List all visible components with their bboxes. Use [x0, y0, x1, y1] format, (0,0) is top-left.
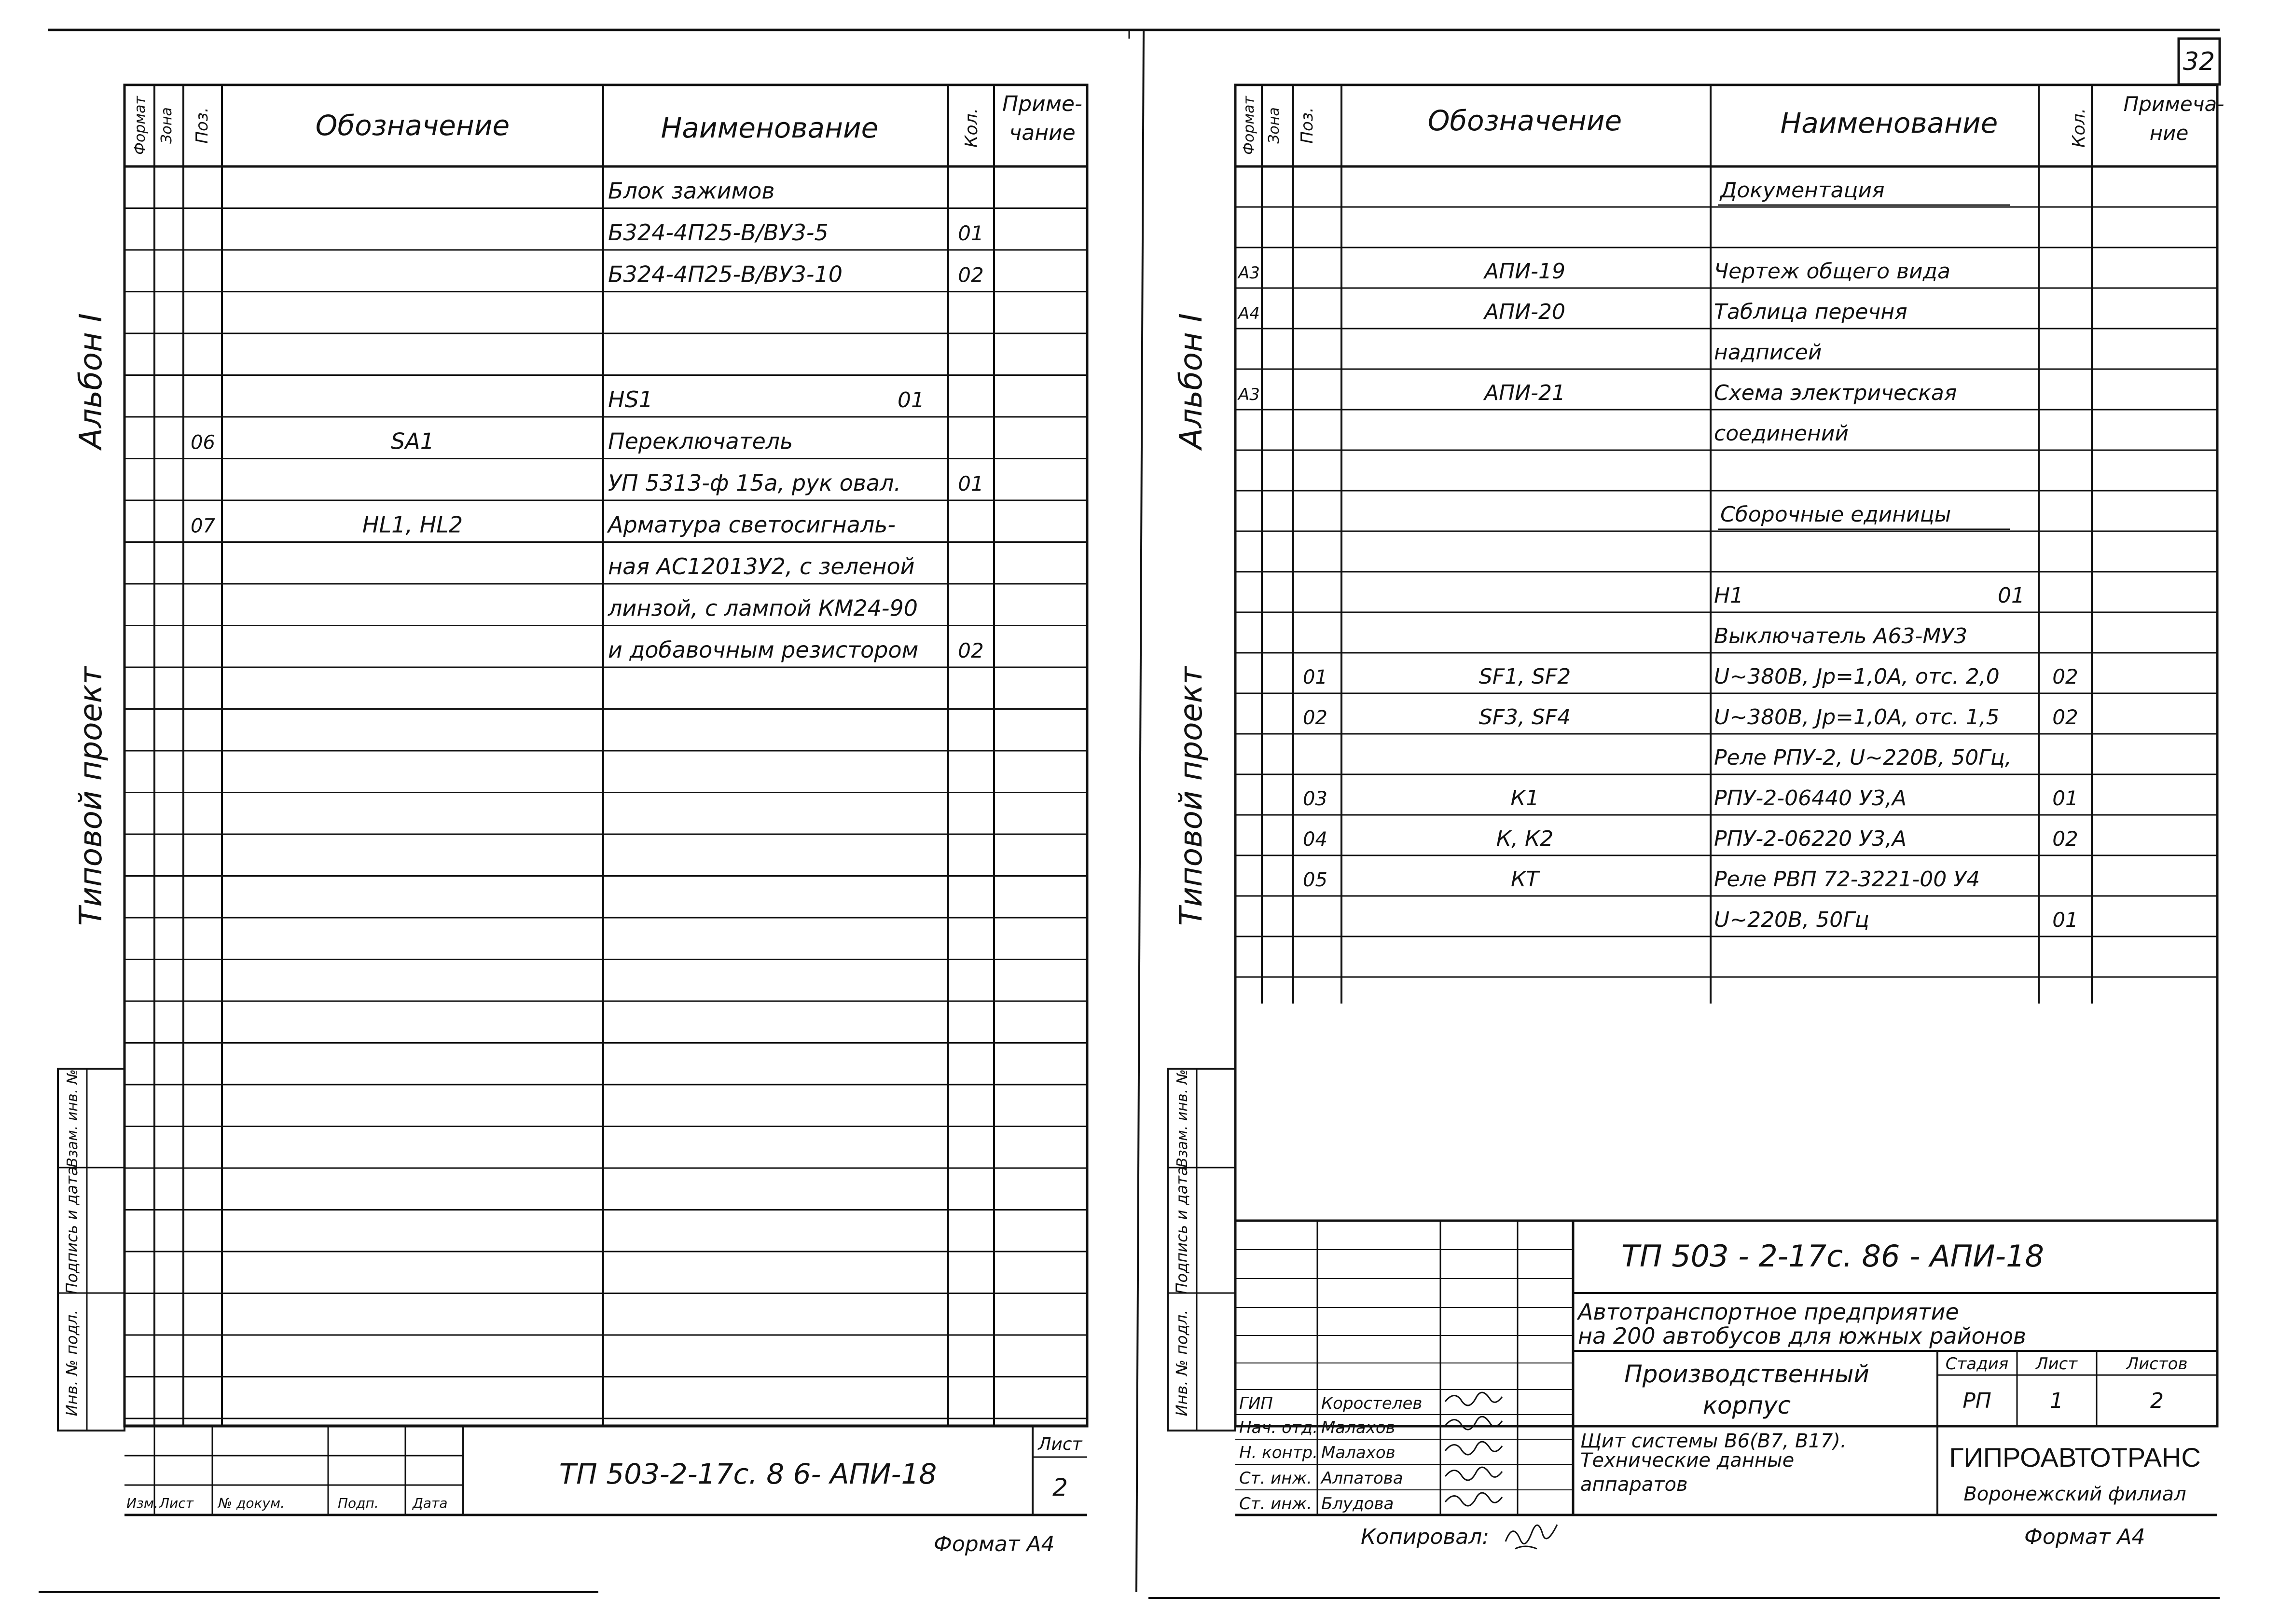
right-row-format: А3: [1238, 385, 1260, 404]
left-tb-col-izm: Изм.: [126, 1495, 158, 1511]
signature-name: Малахов: [1321, 1443, 1396, 1462]
right-row-pos: 05: [1303, 869, 1327, 891]
signature-scribble: [1445, 1417, 1502, 1430]
left-tb-col-list: Лист: [159, 1495, 193, 1511]
left-header-format: Формат: [132, 96, 149, 155]
right-copied-label: Копировал:: [1361, 1525, 1490, 1549]
signature-scribble: [1445, 1493, 1502, 1506]
left-row-pos: 06: [191, 431, 215, 454]
left-row-name: Переключатель: [608, 428, 793, 454]
left-format-note: Формат А4: [934, 1532, 1055, 1556]
left-row-name-right: 01: [898, 388, 925, 413]
right-row-name: надписей: [1714, 340, 1822, 365]
signature-role: Нач. отд.: [1239, 1418, 1318, 1437]
right-row-name: РПУ-2-06440 У3,А: [1714, 786, 1907, 811]
left-tb-col-doc: № докум.: [218, 1495, 285, 1511]
right-tb-stage-label: Стадия: [1945, 1354, 2009, 1374]
right-row-pos: 01: [1303, 666, 1327, 688]
right-tb-sheet-no: 1: [2050, 1389, 2063, 1413]
left-side-stamp: [58, 1069, 124, 1431]
signature-role: Ст. инж.: [1239, 1494, 1312, 1514]
right-tb-drawing-2: Технические данные: [1580, 1449, 1795, 1472]
left-header-pos: Поз.: [193, 107, 212, 144]
signature-name: Блудова: [1321, 1494, 1394, 1514]
page-number: 32: [2183, 47, 2215, 76]
left-row-name: Б324-4П25-В/ВУ3-10: [608, 261, 843, 288]
right-row-format: А4: [1238, 304, 1260, 323]
right-tb-project-1: Автотранспортное предприятие: [1578, 1299, 1959, 1325]
left-stamp-vzam: Взам. инв. №: [64, 1069, 81, 1168]
left-table-grid: [124, 85, 1087, 1426]
signature-name: Коростелев: [1321, 1394, 1423, 1413]
right-row-name: Документация: [1720, 178, 1885, 203]
right-format-note: Формат А4: [2024, 1525, 2145, 1549]
right-row-pos: 04: [1303, 828, 1327, 851]
right-row-name: Сборочные единицы: [1720, 502, 1951, 527]
right-album-label: Альбон I: [1174, 313, 1209, 450]
right-row-name: соединений: [1714, 421, 1849, 446]
signature-name: Алпатова: [1321, 1469, 1403, 1488]
right-tb-drawing-1: Щит системы В6(В7, В17).: [1580, 1430, 1847, 1452]
right-row-name: Выключатель А63-МУ3: [1714, 624, 1968, 648]
right-header-pos: Поз.: [1298, 107, 1317, 144]
right-row-name: U~380В, Jр=1,0А, отс. 1,5: [1714, 705, 2000, 729]
right-row-qty: 01: [2052, 908, 2078, 932]
signature-scribble: [1445, 1467, 1502, 1480]
right-tb-org-2: Воронежский филиал: [1963, 1483, 2186, 1505]
left-stamp-sign: Подпись и дата: [63, 1166, 81, 1294]
left-header-name: Наименование: [661, 111, 879, 144]
signature-name: Малахов: [1321, 1418, 1396, 1437]
right-tb-drawing-3: аппаратов: [1580, 1473, 1688, 1496]
left-row-qty: 01: [958, 221, 984, 245]
right-title-block: [1235, 1221, 2217, 1515]
right-header-format: Формат: [1241, 96, 1257, 155]
right-tb-code: ТП 503 - 2-17с. 86 - АПИ-18: [1621, 1239, 2044, 1274]
left-row-qty: 02: [958, 639, 984, 662]
right-row-name: Схема электрическая: [1714, 381, 1957, 405]
right-tb-sheets-total: 2: [2150, 1389, 2164, 1413]
left-row-qty: 01: [958, 472, 984, 495]
signature-role: Н. контр.: [1239, 1443, 1318, 1462]
left-header-note-1: Приме-: [1002, 92, 1082, 116]
left-header-note-2: чание: [1009, 121, 1076, 145]
right-tb-stage: РП: [1962, 1389, 1991, 1413]
right-row-qty: 02: [2052, 705, 2078, 729]
right-row-designation: АПИ-21: [1484, 381, 1565, 405]
right-header-name: Наименование: [1780, 107, 1998, 139]
left-row-name: и добавочным резистором: [608, 637, 919, 663]
left-tb-sheet-label: Лист: [1038, 1434, 1082, 1454]
left-row-pos: 07: [191, 515, 215, 537]
left-row-designation: SA1: [391, 428, 434, 454]
left-tb-col-sign: Подп.: [338, 1495, 379, 1511]
right-row-name: Н1: [1714, 583, 1744, 608]
left-row-name: УП 5313-ф 15а, рук овал.: [608, 470, 901, 496]
left-header-zone: Зона: [158, 107, 175, 144]
right-tb-object-2: корпус: [1702, 1391, 1791, 1419]
copied-signature: [1506, 1525, 1557, 1549]
left-tb-sheet-no: 2: [1052, 1473, 1068, 1501]
left-row-name: HS1: [608, 386, 653, 413]
left-row-designation: HL1, HL2: [362, 511, 463, 538]
right-row-name: Чертеж общего вида: [1714, 259, 1950, 284]
right-header-note-1: Примеча-: [2123, 92, 2225, 116]
right-row-designation: SF1, SF2: [1479, 664, 1571, 689]
right-row-format: А3: [1238, 263, 1260, 283]
right-header-qty: Кол.: [2069, 108, 2089, 148]
right-project-label: Типовой проект: [1174, 666, 1209, 926]
right-table-rows: [1237, 178, 2078, 932]
right-row-designation: К1: [1510, 786, 1539, 811]
right-stamp-vzam: Взам. инв. №: [1174, 1069, 1191, 1168]
right-header-zone: Зона: [1266, 107, 1283, 144]
right-row-name-right: 01: [1998, 583, 2025, 608]
left-row-name: ная АС12013У2, с зеленой: [608, 553, 915, 579]
right-tb-sheets-label: Листов: [2126, 1354, 2188, 1374]
signature-scribble: [1445, 1392, 1502, 1405]
left-row-name: линзой, с лампой КМ24-90: [608, 595, 918, 621]
left-row-name: Арматура светосигналь-: [608, 511, 896, 538]
right-stamp-inv: Инв. № подл.: [1173, 1309, 1191, 1417]
right-header-note-2: ние: [2149, 121, 2189, 145]
left-row-name: Блок зажимов: [608, 178, 775, 204]
left-tb-col-date: Дата: [413, 1495, 448, 1511]
right-row-pos: 02: [1303, 707, 1327, 729]
left-row-name: Б324-4П25-В/ВУ3-5: [608, 220, 829, 246]
signature-role: Ст. инж.: [1239, 1469, 1312, 1488]
left-album-label: Альбон I: [73, 313, 109, 450]
right-row-name: Таблица перечня: [1714, 300, 1907, 324]
right-row-designation: КТ: [1510, 867, 1539, 892]
right-row-name: РПУ-2-06220 У3,А: [1714, 826, 1907, 851]
right-sheet: [1168, 85, 2224, 1549]
right-row-designation: АПИ-19: [1484, 259, 1565, 284]
signature-scribble: [1445, 1442, 1502, 1455]
left-header-qty: Кол.: [962, 108, 981, 148]
right-row-designation: SF3, SF4: [1479, 705, 1571, 729]
right-row-name: Реле РВП 72-3221-00 У4: [1714, 867, 1980, 892]
right-side-stamp: [1168, 1069, 1235, 1431]
left-title-block: [124, 1426, 1087, 1515]
left-stamp-inv: Инв. № подл.: [63, 1309, 81, 1417]
right-tb-project-2: на 200 автобусов для южных районов: [1578, 1323, 2026, 1349]
right-row-designation: АПИ-20: [1484, 300, 1565, 324]
right-header-designation: Обозначение: [1427, 104, 1622, 137]
right-row-name: U~220В, 50Гц: [1714, 908, 1869, 932]
left-tb-code: ТП 503-2-17с. 8 6- АПИ-18: [559, 1458, 937, 1490]
right-row-qty: 02: [2052, 665, 2078, 688]
right-row-designation: К, К2: [1496, 826, 1554, 851]
right-row-qty: 02: [2052, 827, 2078, 851]
page-number-box: [2179, 39, 2220, 84]
right-tb-sheet-label: Лист: [2035, 1354, 2078, 1374]
right-stamp-sign: Подпись и дата: [1173, 1166, 1191, 1294]
right-tb-signatures: [1239, 1392, 1502, 1514]
right-row-pos: 03: [1303, 788, 1327, 810]
left-row-qty: 02: [958, 263, 984, 287]
right-row-name: Реле РПУ-2, U~220В, 50Гц,: [1714, 745, 2012, 770]
left-project-label: Типовой проект: [73, 666, 109, 926]
right-row-qty: 01: [2052, 786, 2078, 810]
right-row-name: U~380В, Jр=1,0А, отс. 2,0: [1714, 664, 2000, 689]
right-tb-object-1: Производственный: [1624, 1360, 1869, 1388]
left-sheet: [58, 85, 1087, 1556]
right-tb-org-1: ГИПРОАВТОТРАНС: [1949, 1442, 2201, 1473]
signature-role: ГИП: [1239, 1394, 1273, 1413]
left-header-designation: Обозначение: [315, 109, 510, 142]
right-table-grid: [1235, 85, 2217, 1004]
